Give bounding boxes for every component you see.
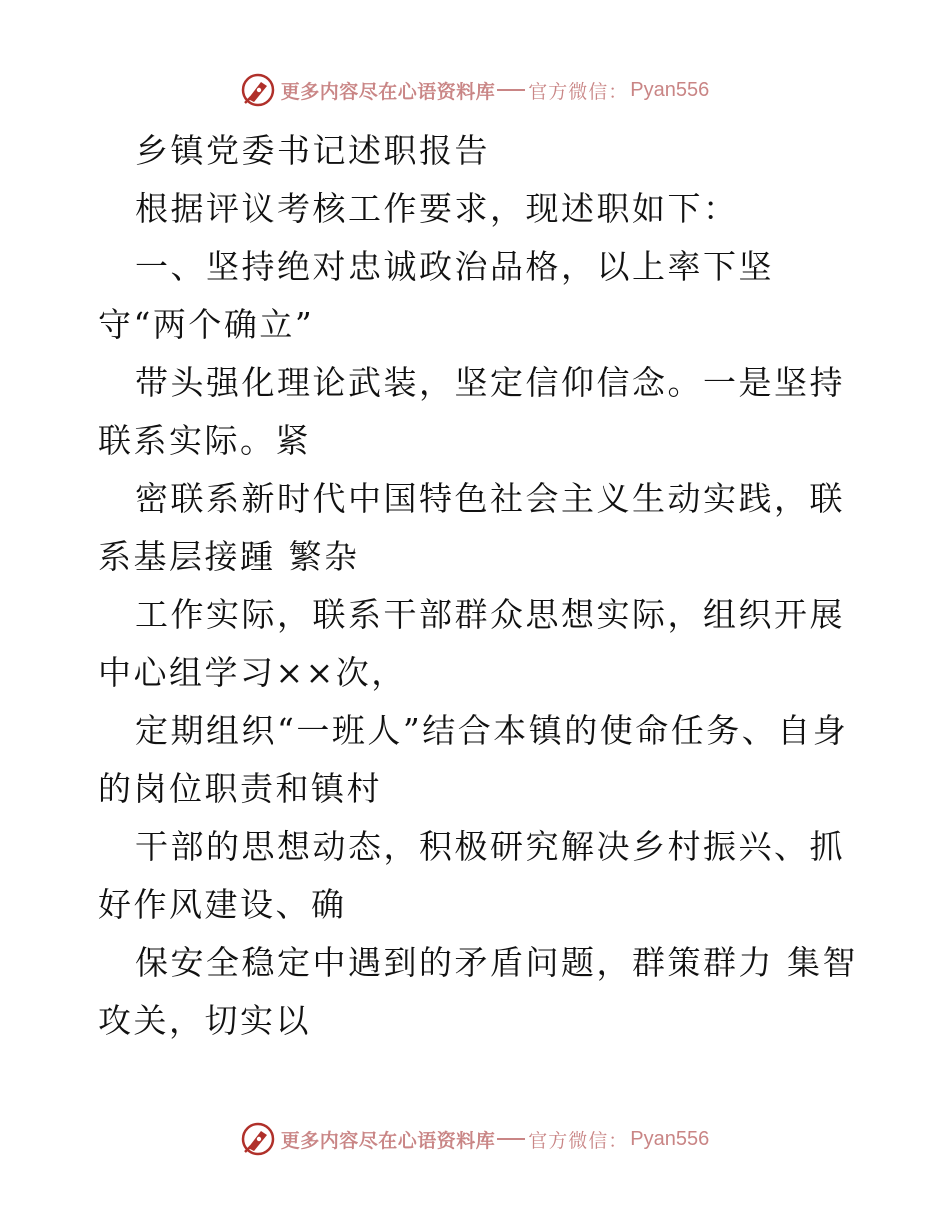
- paragraph-7: 干部的思想动态，积极研究解决乡村振兴、抓好作风建设、确: [98, 827, 845, 924]
- paragraph-4: 密联系新时代中国特色社会主义生动实践，联系基层接踵 繁杂: [98, 479, 845, 576]
- header-banner-inner: [241, 73, 710, 107]
- footer-site-text: 更多内容尽在心语资料库: [280, 1129, 496, 1152]
- paragraph-6: 定期组织“一班人”结合本镇的使命任务、自身的岗位职责和镇村: [98, 711, 849, 808]
- header-official-text: 官方微信：: [528, 80, 629, 103]
- footer-banner-inner: [241, 1122, 710, 1156]
- paragraph-5: 工作实际，联系干部群众思想实际，组织开展中心组学习××次，: [98, 595, 845, 692]
- paragraph-1: 根据评议考核工作要求，现述职如下：: [135, 189, 739, 228]
- header-site-text: 更多内容尽在心语资料库: [280, 80, 496, 103]
- footer-official-text: 官方微信：: [528, 1129, 629, 1152]
- document-body: [98, 122, 858, 1050]
- footer-wechat-id: Pyan556: [630, 1127, 710, 1150]
- footer-dash: [497, 1138, 525, 1140]
- document-title: 乡镇党委书记述职报告: [135, 131, 490, 170]
- paragraph-3: 带头强化理论武装，坚定信仰信念。一是坚持联系实际。紧: [98, 363, 845, 460]
- header-dash: [497, 89, 525, 91]
- footer-banner: [0, 1119, 950, 1159]
- paragraph-8: 保安全稳定中遇到的矛盾问题，群策群力 集智攻关，切实以: [98, 943, 858, 1040]
- pen-nib-logo-icon: [241, 1122, 275, 1156]
- header-wechat-id: Pyan556: [630, 78, 710, 101]
- paragraph-2: 一、坚持绝对忠诚政治品格，以上率下坚守“两个确立”: [98, 247, 774, 344]
- header-banner: [0, 70, 950, 110]
- pen-nib-logo-icon: [241, 73, 275, 107]
